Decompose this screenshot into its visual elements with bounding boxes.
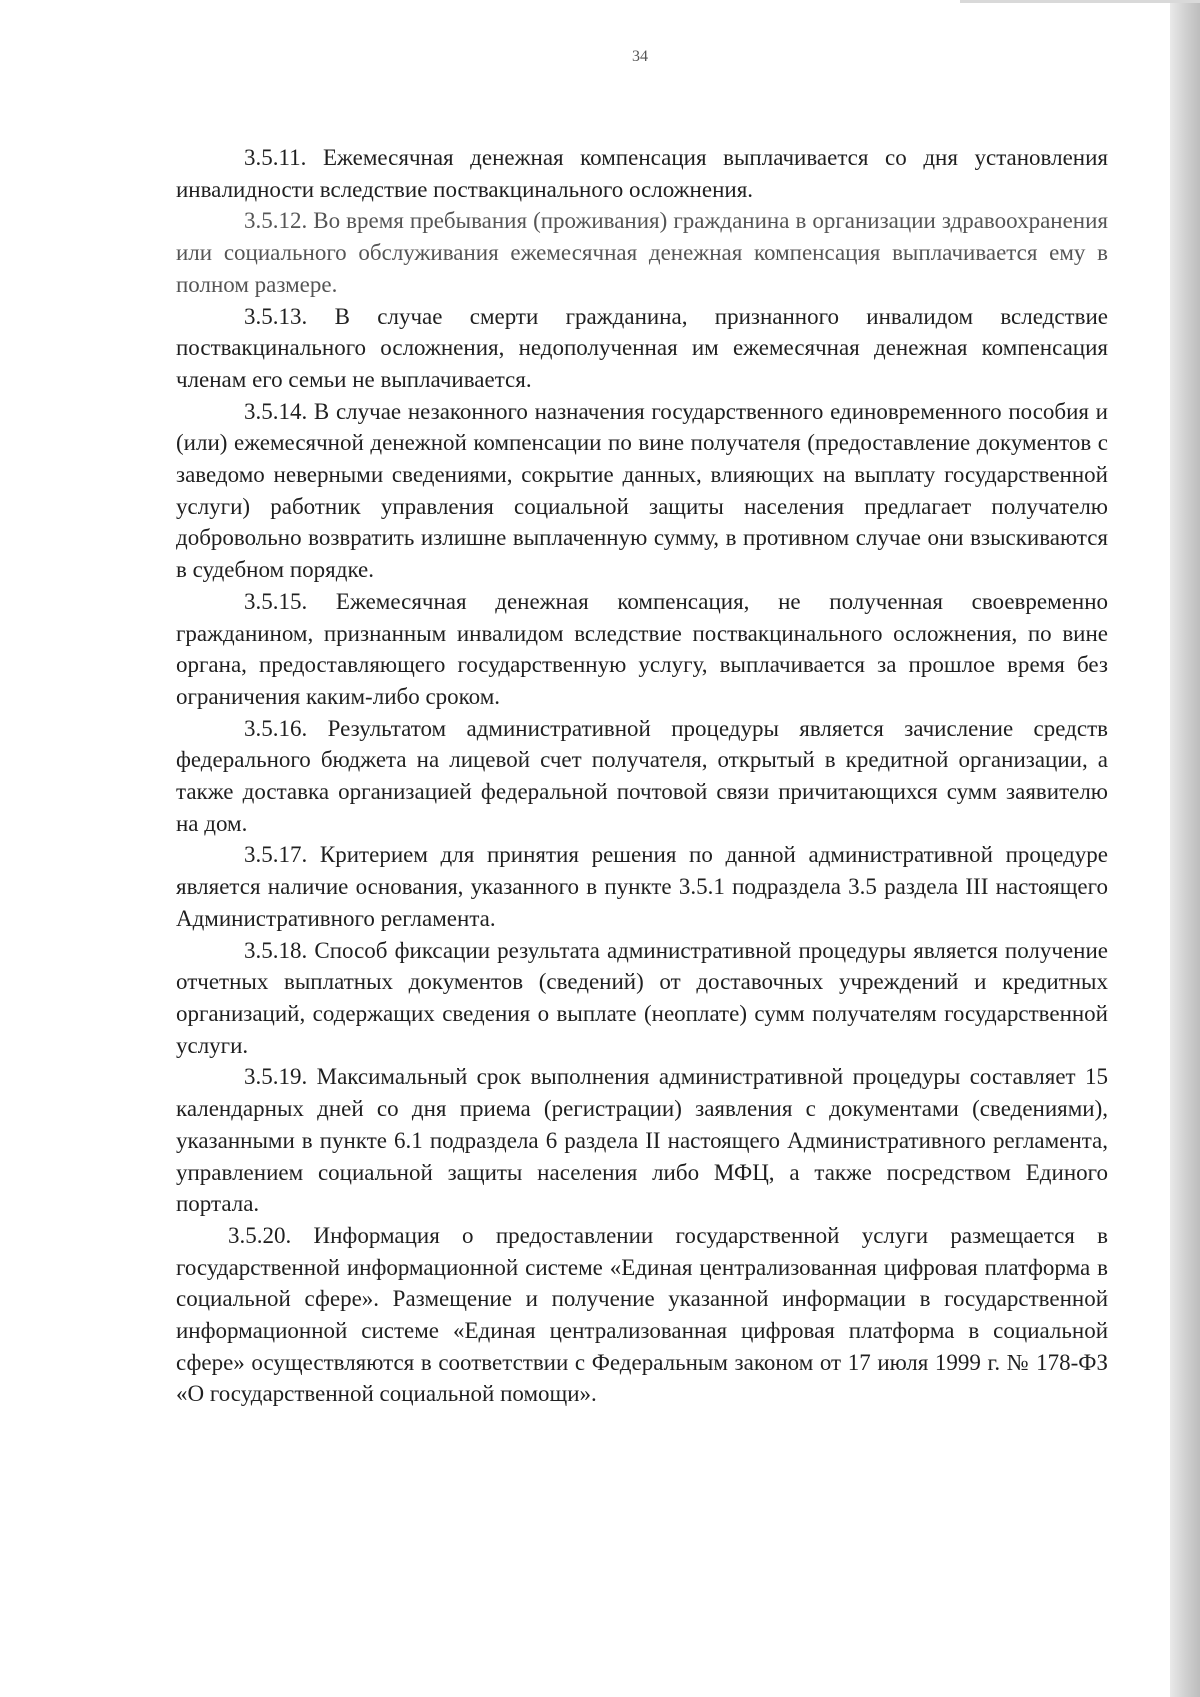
paragraph-3-5-19: 3.5.19. Максимальный срок выполнения административной процедуры составляет 15 календарных дней со дня приема (регистрации) заявления с документами (сведениями), указанными в пункте 6.1 подраздела 6 раздела II настоящего Административного регламента, управлением социальной защиты населения либо МФЦ, а также посредством Единого портала. (176, 1064, 1108, 1217)
paragraph-3-5-12: 3.5.12. Во время пребывания (проживания) гражданина в организации здравоохранения или социального обслуживания ежемесячная денежная компенсация выплачивается ему в полном размере. (176, 208, 1108, 297)
paragraph-3-5-20: 3.5.20. Информация о предоставлении государственной услуги размещается в государственной информационной системе «Единая централизованная цифровая платформа в социальной сфере». Размещение и получение указанной информации в государственной информационной системе «Единая централизованная цифровая платформа в социальной сфере» осуществляются в соответствии с Федеральным законом от 17 июля 1999 г. № 178-ФЗ «О государственной социальной помощи». (176, 1222, 1108, 1407)
scan-right-edge (1170, 0, 1200, 1697)
document-body (176, 142, 1108, 1410)
paragraph-3-5-14: 3.5.14. В случае незаконного назначения государственного единовременного пособия и (или) ежемесячной денежной компенсации по вине получателя (предоставление документов с заведомо неверными сведениями, сокрытие данных, влияющих на выплату государственной услуги) работник управления социальной защиты населения предлагает получателю добровольно возвратить излишне выплаченную сумму, в противном случае они взыскиваются в судебном порядке. (176, 398, 1108, 583)
paragraph-3-5-15: 3.5.15. Ежемесячная денежная компенсация, не полученная своевременно гражданином, признанным инвалидом вследствие поствакцинального осложнения, по вине органа, предоставляющего государственную услугу, выплачивается за прошлое время без ограничения каким-либо сроком. (176, 588, 1108, 709)
page-number: 34 (632, 48, 648, 65)
paragraph-3-5-18: 3.5.18. Способ фиксации результата административной процедуры является получение отчетных выплатных документов (сведений) от доставочных учреждений и кредитных организаций, содержащих сведения о выплате (неоплате) сумм получателям государственной услуги. (176, 937, 1108, 1058)
scan-top-edge (960, 0, 1200, 3)
paragraph-3-5-11: 3.5.11. Ежемесячная денежная компенсация выплачивается со дня установления инвалидности вследствие поствакцинального осложнения. (176, 145, 1108, 202)
paragraph-3-5-17: 3.5.17. Критерием для принятия решения по данной административной процедуре является наличие основания, указанного в пункте 3.5.1 подраздела 3.5 раздела III настоящего Административного регламента. (176, 842, 1108, 931)
paragraph-3-5-16: 3.5.16. Результатом административной процедуры является зачисление средств федерального бюджета на лицевой счет получателя, открытый в кредитной организации, а также доставка организацией федеральной почтовой связи причитающихся сумм заявителю на дом. (176, 715, 1108, 836)
paragraph-3-5-13: 3.5.13. В случае смерти гражданина, признанного инвалидом вследствие поствакцинального осложнения, недополученная им ежемесячная денежная компенсация членам его семьи не выплачивается. (176, 303, 1108, 392)
